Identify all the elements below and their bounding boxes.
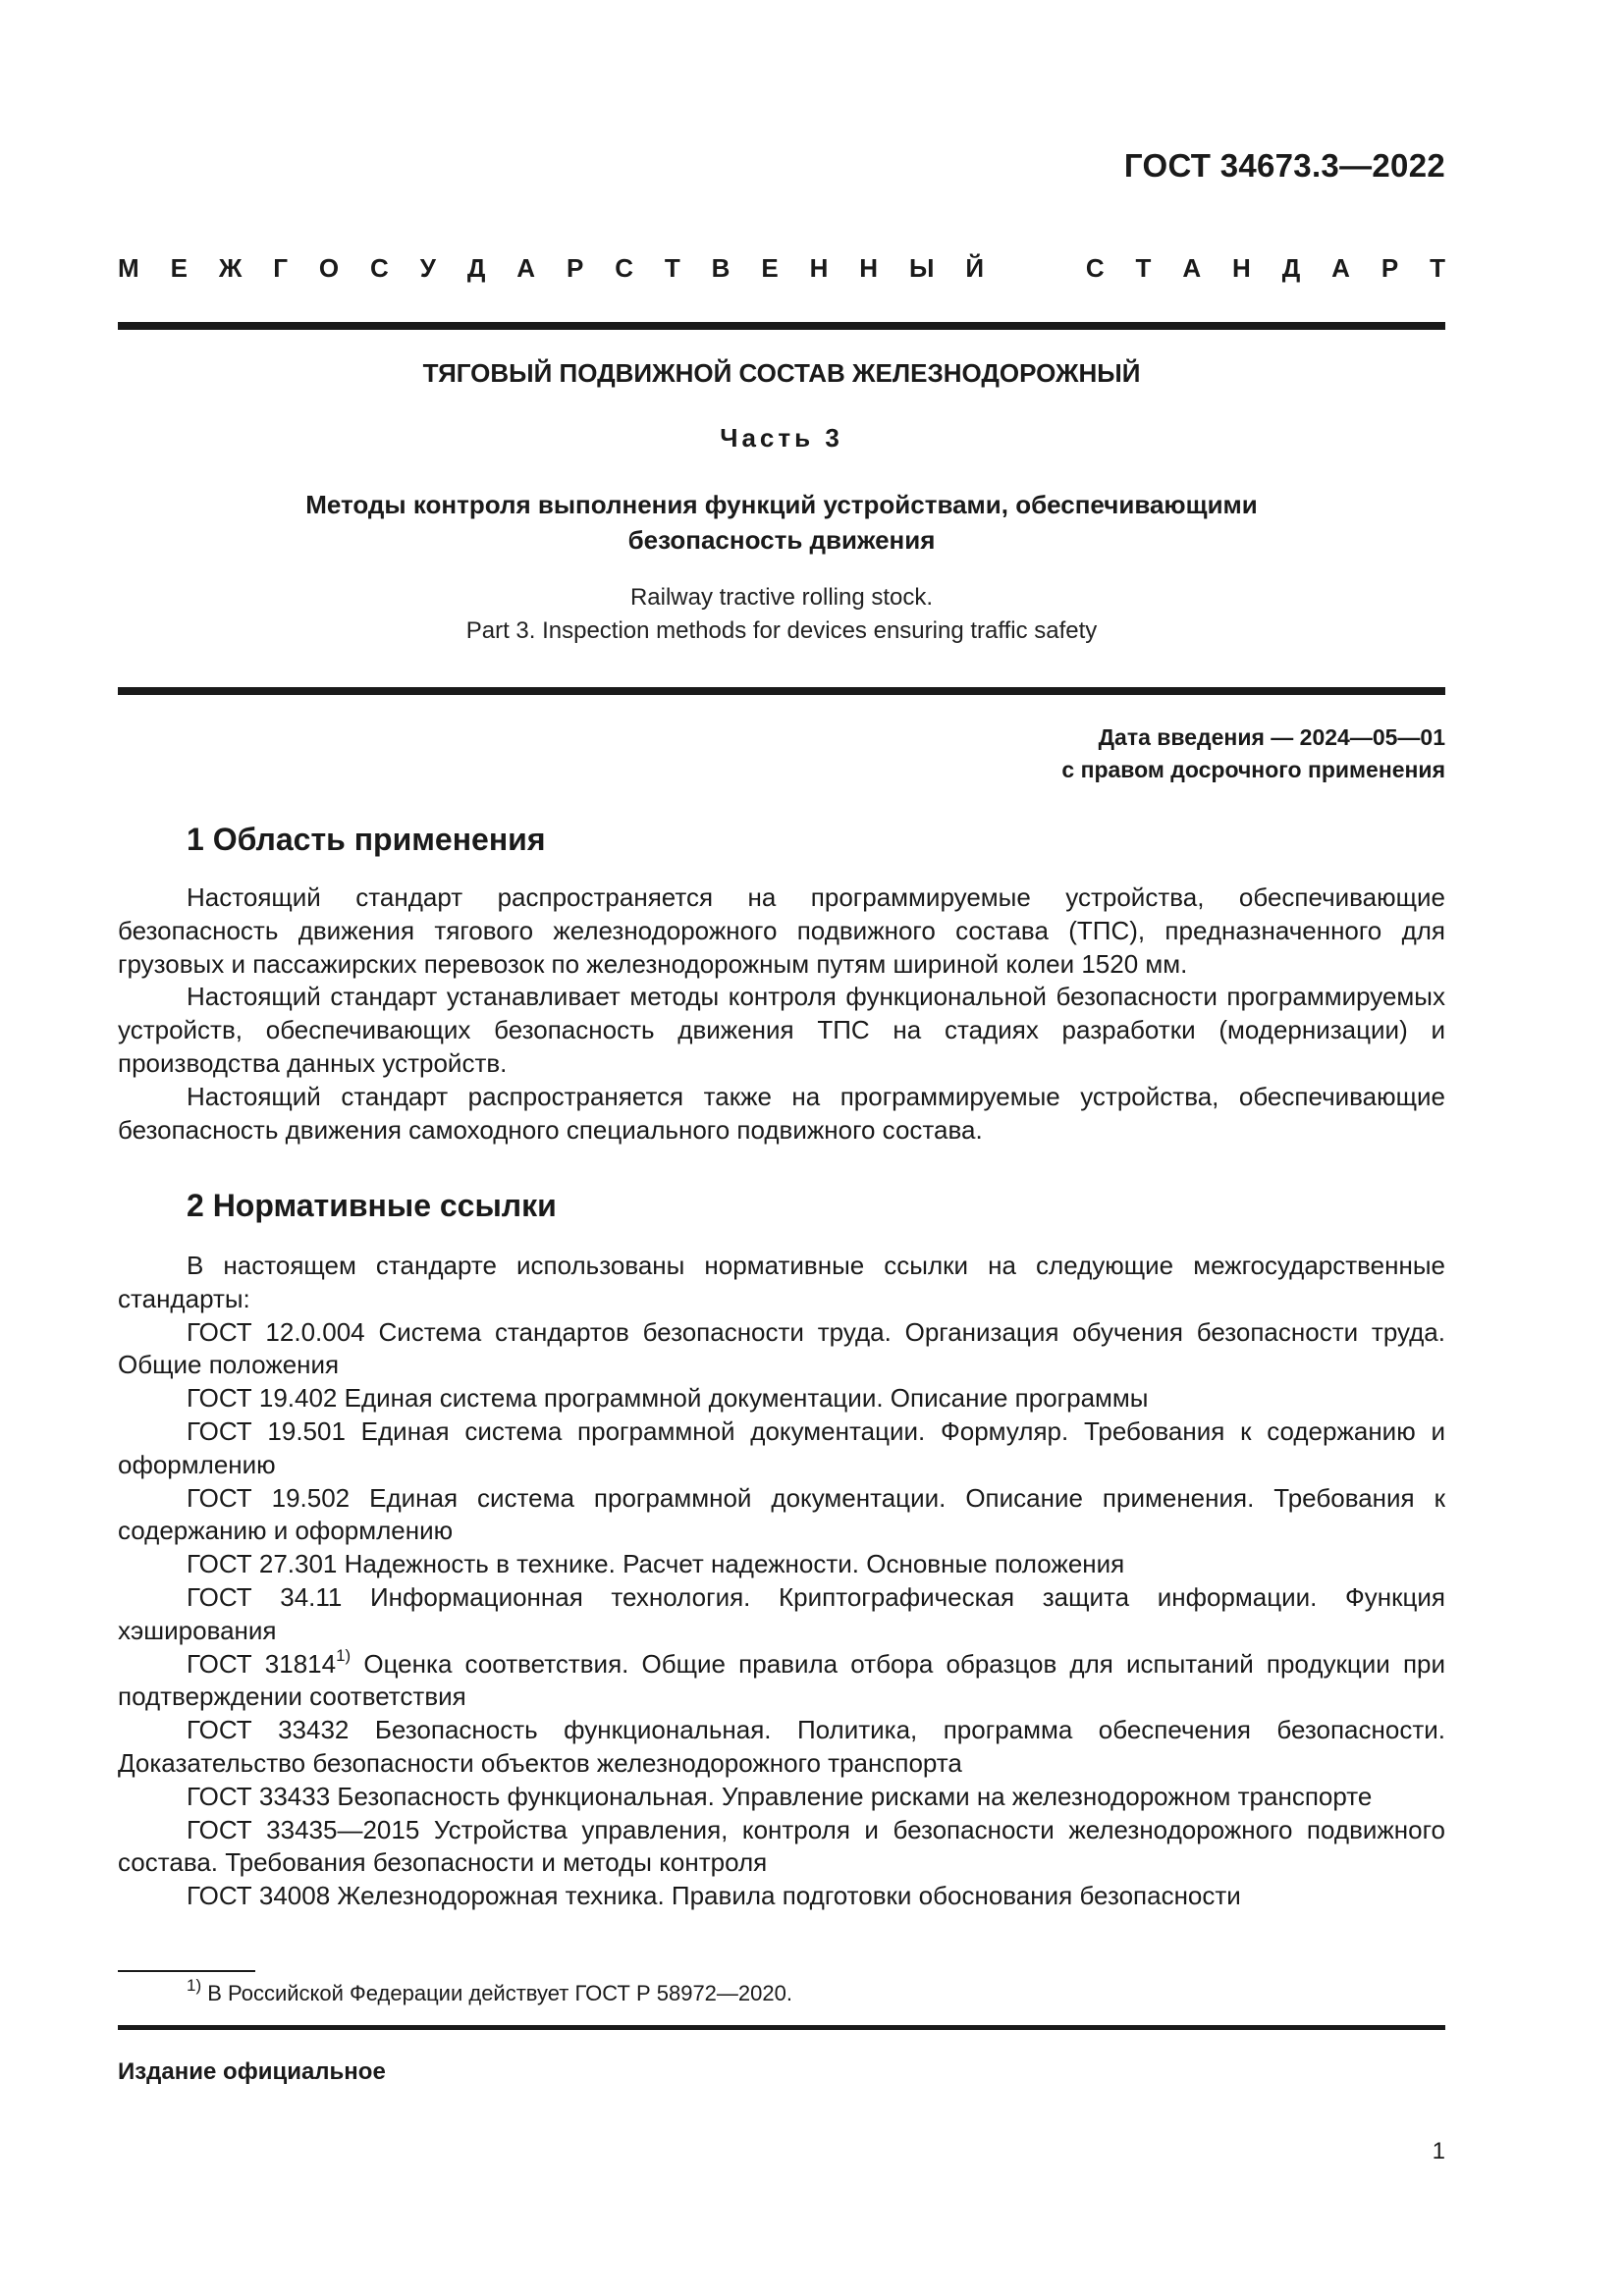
- footnote-mark: 1): [187, 1975, 202, 1995]
- banner-letter: Ы: [908, 253, 935, 283]
- reference-item: ГОСТ 34008 Железнодорожная техника. Правила подготовки обоснования безопасности: [187, 1881, 1241, 1911]
- footnote: [187, 1975, 792, 2008]
- subtitle-line: безопасность движения: [627, 525, 936, 555]
- paragraph: Настоящий стандарт распространяется на программируемые устройства, обеспечивающие безопасность движения тягового железнодорожного подвижного состава (ТПС), предназначенного для грузовых и пассажирских перевозок по железнодорожным путям шириной колеи 1520 мм.: [118, 882, 1445, 979]
- banner-letter: О: [318, 253, 340, 283]
- page-number: 1: [1432, 2138, 1445, 2164]
- official-edition-label: Издание официальное: [118, 2058, 386, 2085]
- banner-letter: Г: [273, 253, 288, 283]
- reference-item: ГОСТ 33432 Безопасность функциональная. Политика, программа обеспечения безопасности. Доказательство безопасности объектов железнодорожного транспорта: [118, 1715, 1445, 1778]
- reference-code: ГОСТ 31814: [187, 1648, 337, 1679]
- reference-item: ГОСТ 33435—2015 Устройства управления, контроля и безопасности железнодорожного подвижного состава. Требования безопасности и методы контроля: [118, 1814, 1445, 1878]
- scope-text: [118, 881, 1445, 1147]
- banner-letter: Й: [965, 253, 985, 283]
- english-title: [118, 581, 1445, 648]
- reference-item: ГОСТ 19.502 Единая система программной документации. Описание применения. Требования к содержанию и оформлению: [118, 1482, 1445, 1546]
- footnote-separator: [118, 1970, 255, 1972]
- banner-letter: М: [118, 253, 139, 283]
- banner-letter: С: [615, 253, 633, 283]
- english-title-line: Part 3. Inspection methods for devices ensuring traffic safety: [465, 617, 1098, 644]
- normative-references-text: [118, 1250, 1445, 1913]
- banner-letter: У: [419, 253, 436, 283]
- section-heading-normative-references: 2 Нормативные ссылки: [187, 1188, 557, 1223]
- introduction-date-line: Дата введения — 2024—05—01: [1098, 724, 1445, 750]
- banner-letter: Т: [1135, 253, 1152, 283]
- reference-item: ГОСТ 33433 Безопасность функциональная. Управление рисками на железнодорожном транспорте: [187, 1781, 1373, 1811]
- banner-letter: В: [711, 253, 731, 283]
- document-code: ГОСТ 34673.3—2022: [1123, 147, 1445, 184]
- banner-letter: А: [1182, 253, 1202, 283]
- paragraph: В настоящем стандарте использованы нормативные ссылки на следующие межгосударственные стандарты:: [118, 1251, 1445, 1313]
- paragraph: Настоящий стандарт устанавливает методы контроля функциональной безопасности программируемых устройств, обеспечивающих безопасность движения ТПС на стадиях разработки (модернизации) и производства данных устройств.: [118, 982, 1445, 1078]
- early-application-note: с правом досрочного применения: [1061, 757, 1445, 782]
- part-number: Часть 3: [720, 423, 843, 453]
- banner-letter: Р: [566, 253, 584, 283]
- reference-item: [118, 1645, 1446, 1715]
- banner-letter: С: [370, 253, 389, 283]
- banner-letter: Ж: [218, 253, 243, 283]
- reference-item: ГОСТ 19.501 Единая система программной документации. Формуляр. Требования к содержанию и оформлению: [118, 1415, 1445, 1479]
- reference-item: ГОСТ 12.0.004 Система стандартов безопасности труда. Организация обучения безопасности труда. Общие положения: [118, 1316, 1445, 1380]
- banner-letter: Р: [1380, 253, 1399, 283]
- title-bottom-rule: [118, 687, 1445, 695]
- banner-letter: Е: [170, 253, 188, 283]
- reference-title: Оценка соответствия. Общие правила отбора образцов для испытаний продукции при подтверждении соответствия: [118, 1648, 1446, 1712]
- footnote-reference-mark[interactable]: 1): [336, 1645, 352, 1665]
- english-title-line: Railway tractive rolling stock.: [629, 584, 934, 611]
- interstate-standard-banner: [118, 253, 1445, 283]
- reference-item: ГОСТ 34.11 Информационная технология. Криптографическая защита информации. Функция хэширования: [118, 1581, 1445, 1645]
- banner-letter: Д: [466, 253, 486, 283]
- banner-letter: Д: [1281, 253, 1301, 283]
- banner-letter: Т: [664, 253, 680, 283]
- subtitle-line: Методы контроля выполнения функций устройствами, обеспечивающими: [305, 490, 1258, 519]
- banner-letter: Н: [859, 253, 879, 283]
- banner-letter: Т: [1430, 253, 1445, 283]
- banner-letter: А: [1331, 253, 1350, 283]
- section-heading-scope: 1 Область применения: [187, 822, 546, 857]
- banner-letter: Е: [761, 253, 779, 283]
- paragraph: Настоящий стандарт распространяется также на программируемые устройства, обеспечивающие безопасность движения самоходного специального подвижного состава.: [118, 1081, 1445, 1145]
- reference-item: ГОСТ 27.301 Надежность в технике. Расчет надежности. Основные положения: [187, 1549, 1125, 1579]
- banner-letter: Н: [1232, 253, 1251, 283]
- introduction-date: [1061, 721, 1445, 786]
- footer-rule: [118, 2025, 1445, 2030]
- document-subtitle: [118, 487, 1445, 558]
- top-rule: [118, 322, 1445, 330]
- document-title: ТЯГОВЫЙ ПОДВИЖНОЙ СОСТАВ ЖЕЛЕЗНОДОРОЖНЫЙ: [422, 358, 1141, 388]
- banner-letter: Н: [809, 253, 829, 283]
- banner-letter: А: [516, 253, 536, 283]
- reference-item: ГОСТ 19.402 Единая система программной документации. Описание программы: [187, 1383, 1149, 1414]
- footnote-text: В Российской Федерации действует ГОСТ Р 58972—2020.: [201, 1981, 792, 2005]
- banner-letter: С: [1085, 253, 1105, 283]
